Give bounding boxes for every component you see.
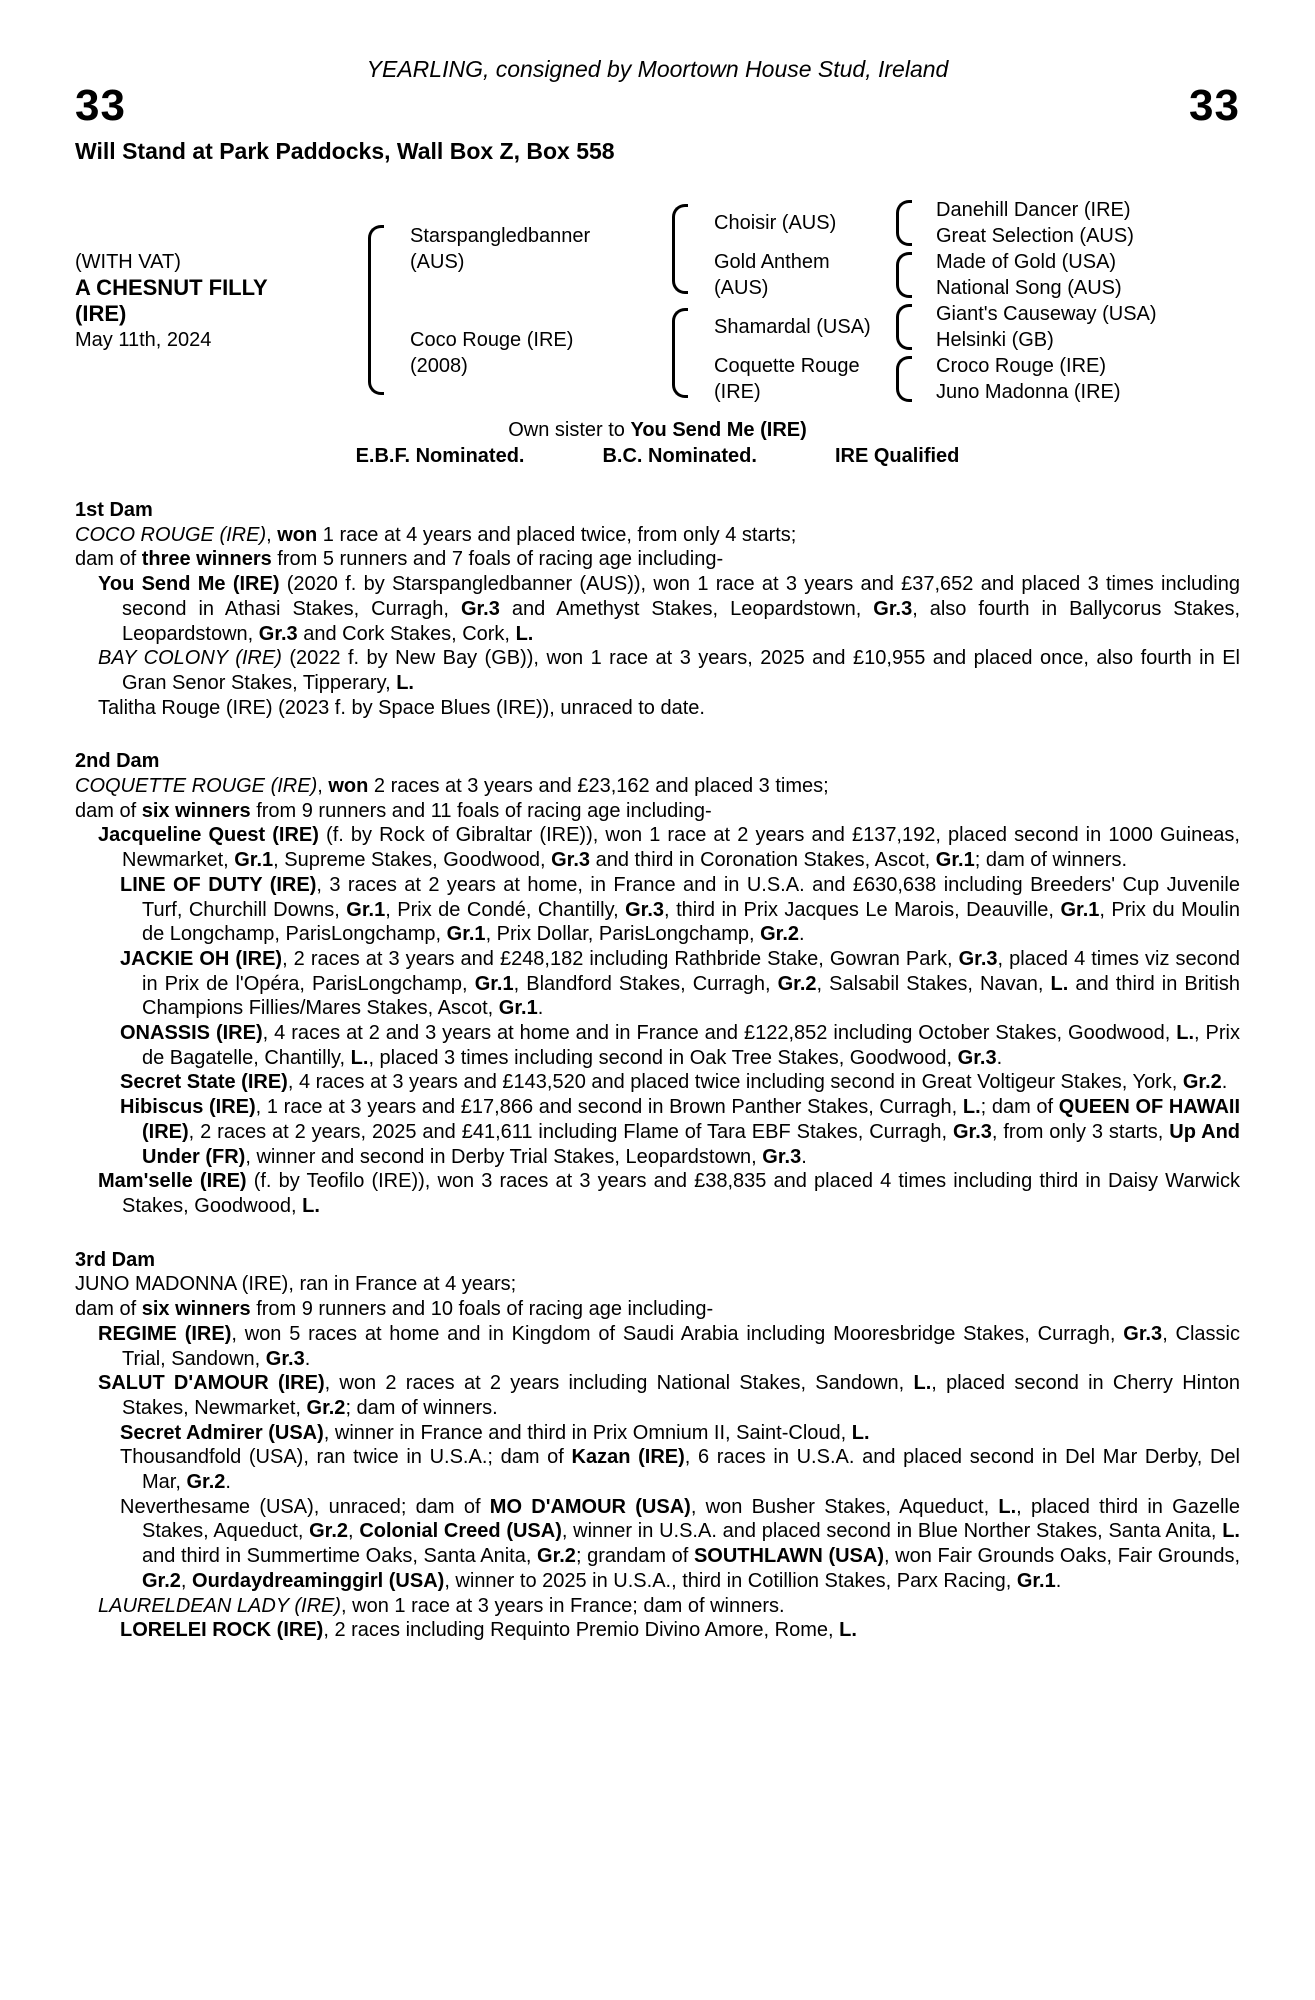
great-grandparent-name: National Song (AUS) (936, 277, 1122, 299)
pedigree-note-paragraph: Hibiscus (IRE), 1 race at 3 years and £17,866 and second in Brown Panther Stakes, Curragh, L.; dam of QUEEN OF HAWAII (IRE), 2 races at 2 years, 2025 and £41,611 including Flame of Tara EBF Stakes, Curragh, Gr.3, from only 3 starts, Up And Under (FR), winner and second in Derby Trial Stakes, Leopardstown, Gr.3. (120, 1096, 1241, 1168)
grandparent-name: (IRE) (714, 381, 761, 403)
pedigree-note-paragraph: SALUT D'AMOUR (IRE), won 2 races at 2 years including National Stakes, Sandown, L., placed second in Cherry Hinton Stakes, Newmarket, Gr.2; dam of winners. (98, 1372, 1241, 1419)
grandparent-name: Choisir (AUS) (714, 212, 837, 234)
grandsire-cell (704, 301, 896, 353)
great-grandparent-name: Juno Madonna (IRE) (936, 381, 1121, 403)
pedigree-note-paragraph: dam of six winners from 9 runners and 11 foals of racing age including- (75, 799, 712, 822)
sire-name-line1: Starspangledbanner (410, 225, 591, 247)
pedigree-brace-pair (896, 200, 912, 246)
great-grandparent-name: Great Selection (AUS) (936, 225, 1134, 247)
pedigree-note-paragraph: Talitha Rouge (IRE) (2023 f. by Space Blues (IRE)), unraced to date. (98, 696, 705, 719)
grandparent-name: Gold Anthem (714, 251, 830, 273)
pedigree-note-paragraph: Secret State (IRE), 4 races at 3 years and £143,520 and placed twice including second in Great Voltigeur Stakes, York, Gr.2. (120, 1071, 1228, 1094)
grandparent-name: (AUS) (714, 277, 769, 299)
dam-name-line2: (2008) (410, 355, 468, 377)
dam-section-heading: 2nd Dam (75, 750, 160, 773)
nominations-line (75, 444, 1240, 469)
pedigree-note-paragraph: BAY COLONY (IRE) (2022 f. by New Bay (GB)), won 1 race at 3 years, 2025 and £10,955 and placed once, also fourth in El Gran Senor Stakes, Tipperary, L. (98, 647, 1240, 694)
pedigree-brace-sire (672, 204, 688, 294)
grandparent-name: Coquette Rouge (714, 355, 860, 377)
pedigree-table (75, 197, 1240, 405)
lot-number-left: 33 (75, 81, 126, 130)
great-grandparent-name: Made of Gold (USA) (936, 251, 1117, 273)
own-sister-line (75, 418, 1240, 443)
pedigree-note-paragraph: COCO ROUGE (IRE), won 1 race at 4 years and placed twice, from only 4 starts; (75, 523, 797, 546)
dam-section-heading: 1st Dam (75, 499, 153, 521)
pedigree-brace-pair (896, 304, 912, 350)
pedigree-brace-dam (672, 308, 688, 398)
dam-sections (75, 498, 1240, 1643)
pedigree-note-paragraph: dam of three winners from 5 runners and 7 foals of racing age including- (75, 548, 724, 571)
dam-section-heading: 3rd Dam (75, 1248, 156, 1271)
foal-date: May 11th, 2024 (75, 329, 212, 351)
pedigree-note-paragraph: LORELEI ROCK (IRE), 2 races including Requinto Premio Divino Amore, Rome, L. (120, 1619, 857, 1642)
own-sister-name: You Send Me (IRE) (630, 419, 807, 441)
dam-name-line1: Coco Rouge (IRE) (410, 329, 574, 351)
pedigree-note-paragraph: dam of six winners from 9 runners and 10 foals of racing age including- (75, 1298, 714, 1321)
pedigree-note-paragraph: LAURELDEAN LADY (IRE), won 1 race at 3 years in France; dam of winners. (98, 1594, 785, 1617)
lot-number-row (75, 81, 1240, 132)
pedigree-brace-pair (896, 356, 912, 402)
bc-nominated-label: B.C. Nominated. (602, 445, 757, 467)
lot-number-right: 33 (1189, 81, 1240, 130)
grandparent-name: Shamardal (USA) (714, 316, 871, 338)
subject-horse (75, 197, 368, 405)
ebf-nominated-label: E.B.F. Nominated. (355, 445, 525, 467)
great-grandparent-name: Giant's Causeway (USA) (936, 303, 1157, 325)
pedigree-note-paragraph: Thousandfold (USA), ran twice in U.S.A.; dam of Kazan (IRE), 6 races in U.S.A. and placed second in Del Mar Derby, Del Mar, Gr.2. (120, 1446, 1241, 1494)
pedigree-note-paragraph: LINE OF DUTY (IRE), 3 races at 2 years at home, in France and in U.S.A. and £630,638 including Breeders' Cup Juvenile Turf, Churchill Downs, Gr.1, Prix de Condé, Chantilly, Gr.3, third in Prix Jacques Le Marois, Deauville, Gr.1, Prix du Moulin de Longchamp, ParisLongchamp, Gr.1, Prix Dollar, ParisLongchamp, Gr.2. (120, 873, 1240, 946)
pedigree-note-paragraph: Jacqueline Quest (IRE) (f. by Rock of Gibraltar (IRE)), won 1 race at 2 years and £137,192, placed second in 1000 Guineas, Newmarket, Gr.1, Supreme Stakes, Goodwood, Gr.3 and third in Coronation Stakes, Ascot, Gr.1; dam of winners. (98, 824, 1240, 872)
vat-note: (WITH VAT) (75, 251, 181, 273)
dam-cell (400, 301, 672, 405)
ire-qualified-label: IRE Qualified (834, 445, 960, 467)
granddam-cell (704, 353, 896, 405)
great-grandparent-name: Danehill Dancer (IRE) (936, 199, 1131, 221)
great-grandparent-name: Helsinki (GB) (936, 329, 1054, 351)
consignor-title: YEARLING, consigned by Moortown House Stud, Ireland (366, 56, 949, 82)
great-grandparent-name: Croco Rouge (IRE) (936, 355, 1107, 377)
subject-name-line2: (IRE) (75, 301, 127, 326)
pedigree-note-paragraph: ONASSIS (IRE), 4 races at 2 and 3 years at home and in France and £122,852 including October Stakes, Goodwood, L., Prix de Bagatelle, Chantilly, L., placed 3 times including second in Oak Tree Stakes, Goodwood, Gr.3. (120, 1022, 1240, 1069)
pedigree-note-paragraph: JUNO MADONNA (IRE), ran in France at 4 years; (75, 1273, 517, 1296)
grandsire-cell (704, 197, 896, 249)
own-sister-prefix: Own sister to (508, 419, 631, 441)
pedigree-note-paragraph: Secret Admirer (USA), winner in France and third in Prix Omnium II, Saint-Cloud, L. (120, 1421, 870, 1444)
pedigree-brace-main (368, 225, 384, 395)
pedigree-note-paragraph: REGIME (IRE), won 5 races at home and in Kingdom of Saudi Arabia including Mooresbridge Stakes, Curragh, Gr.3, Classic Trial, Sandown, Gr.3. (98, 1322, 1240, 1370)
pedigree-note-paragraph: COQUETTE ROUGE (IRE), won 2 races at 3 years and £23,162 and placed 3 times; (75, 775, 829, 798)
sire-name-line2: (AUS) (410, 251, 465, 273)
subject-name-line1: A CHESNUT FILLY (75, 275, 268, 300)
pedigree-brace-pair (896, 252, 912, 298)
pedigree-note-paragraph: Neverthesame (USA), unraced; dam of MO D'AMOUR (USA), won Busher Stakes, Aqueduct, L., placed third in Gazelle Stakes, Aqueduct, Gr.2, Colonial Creed (USA), winner in U.S.A. and placed second in Blue Norther Stakes, Santa Anita, L. and third in Summertime Oaks, Santa Anita, Gr.2; grandam of SOUTHLAWN (USA), won Fair Grounds Oaks, Fair Grounds, Gr.2, Ourdaydreaminggirl (USA), winner to 2025 in U.S.A., third in Cotillion Stakes, Parx Racing, Gr.1. (120, 1495, 1241, 1592)
pedigree-note-paragraph: Mam'selle (IRE) (f. by Teofilo (IRE)), won 3 races at 3 years and £38,835 and placed 4 times including third in Daisy Warwick Stakes, Goodwood, L. (98, 1170, 1240, 1217)
stand-location: Will Stand at Park Paddocks, Wall Box Z, Box 558 (75, 138, 615, 164)
granddam-cell (704, 249, 896, 301)
pedigree-note-paragraph: JACKIE OH (IRE), 2 races at 3 years and £248,182 including Rathbride Stake, Gowran Park, Gr.3, placed 4 times viz second in Prix de l'Opéra, ParisLongchamp, Gr.1, Blandford Stakes, Curragh, Gr.2, Salsabil Stakes, Navan, L. and third in British Champions Fillies/Mares Stakes, Ascot, Gr.1. (120, 947, 1241, 1020)
pedigree-note-paragraph: You Send Me (IRE) (2020 f. by Starspangledbanner (AUS)), won 1 race at 3 years and £37,652 and placed 3 times including second in Athasi Stakes, Curragh, Gr.3 and Amethyst Stakes, Leopardstown, Gr.3, also fourth in Ballycorus Stakes, Leopardstown, Gr.3 and Cork Stakes, Cork, L. (98, 573, 1240, 645)
sire-cell (400, 197, 672, 301)
